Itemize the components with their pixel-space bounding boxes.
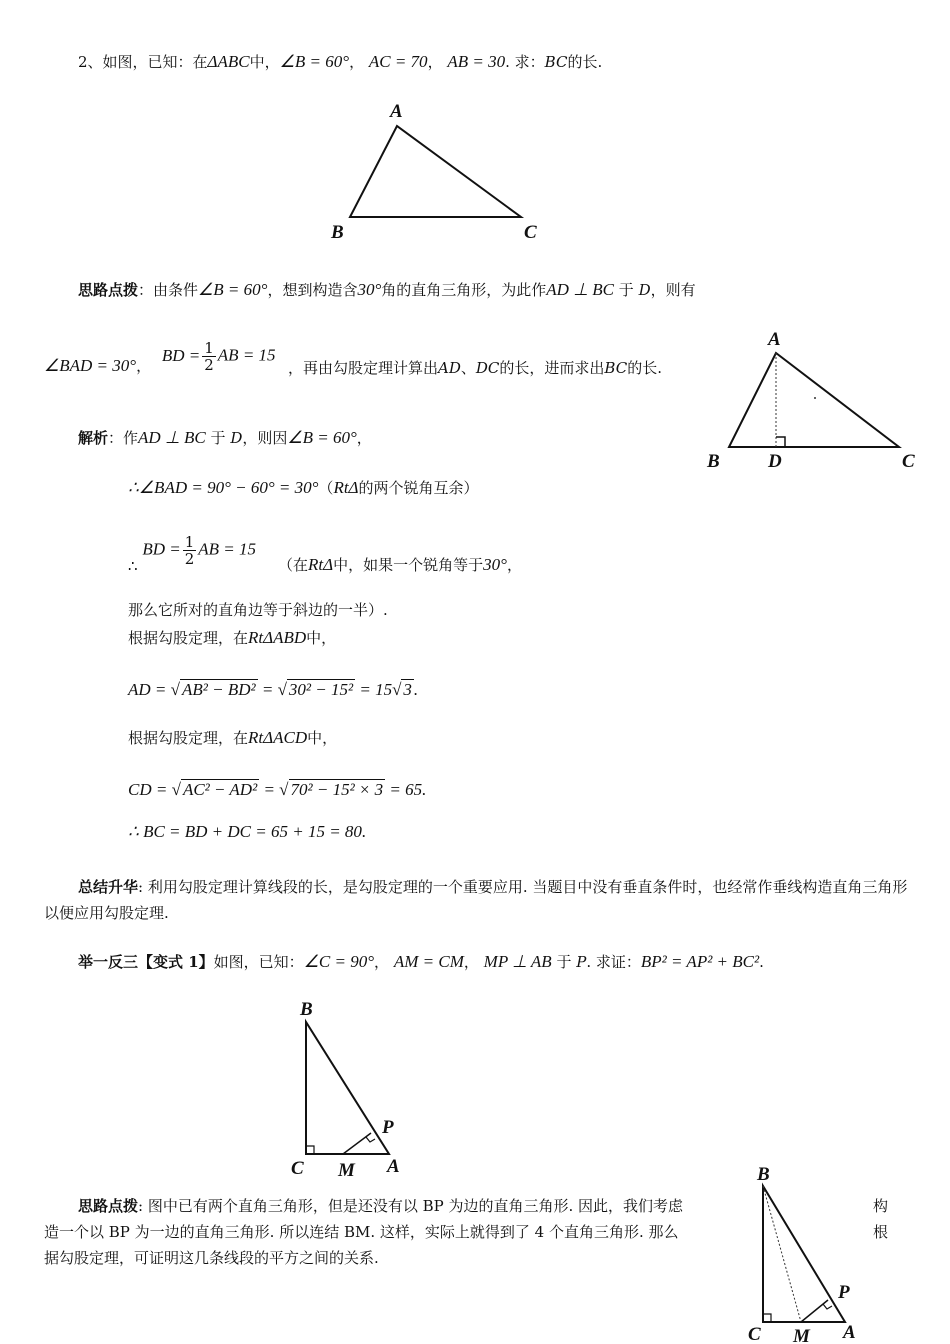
radicand: AC² − AD² (182, 780, 258, 799)
math: BD = (142, 539, 181, 559)
math: = 65 (385, 780, 423, 799)
text: 的长. (627, 359, 662, 377)
text: ， (427, 53, 443, 71)
label-b: B (300, 999, 313, 1020)
math: = (257, 680, 278, 699)
label: 思路点拨 (78, 281, 139, 299)
math: RtΔACD (248, 728, 308, 747)
text: ， (356, 429, 372, 447)
math: ∴ BC = BD + DC = 65 + 15 = 80 (128, 822, 362, 841)
math: ∠B = 60° (198, 280, 268, 299)
math: . (361, 822, 367, 841)
math: BC (544, 53, 568, 71)
hint2-line1-end: 构 (873, 1197, 889, 1215)
math: ΔABC (207, 52, 250, 71)
radicand: 70² − 15² × 3 (290, 780, 384, 799)
math: MP ⊥ AB (483, 952, 552, 971)
math: . (422, 780, 427, 799)
text: 根据勾股定理，在 (128, 729, 249, 747)
label: 思路点拨 (78, 1197, 139, 1215)
text: . 求证： (586, 953, 641, 971)
right-angle-c2 (763, 1314, 771, 1322)
text: ，想到构造含 (267, 281, 358, 299)
label-a: A (390, 101, 403, 122)
text: 于 (556, 953, 572, 971)
math: AM = CM (393, 952, 464, 971)
solution-line8: CD = √ AC² − AD² = √ 70² − 15² × 3 = 65. (128, 780, 427, 799)
hint2-line2-end: 根 (873, 1223, 889, 1241)
math: ∠B = 60° (279, 52, 350, 71)
text: ，则有 (650, 281, 696, 299)
math: AD ⊥ BC (138, 428, 206, 447)
hint2-line2: 造一个以 BP 为一边的直角三角形. 所以连结 BM. 这样，实际上就得到了 4 个直角三角形. 那么 (44, 1223, 679, 1241)
text: 如图，已知： (213, 953, 304, 971)
text: 中， (307, 729, 338, 747)
label-c: C (748, 1324, 761, 1344)
hint2-line3: 据勾股定理，可证明这几条线段的平方之间的关系. (44, 1249, 379, 1267)
math: AB = 15 (217, 345, 276, 365)
label-m: M (338, 1160, 355, 1181)
label-b: B (331, 222, 344, 243)
math: P (576, 953, 587, 971)
solution-line6: AD = √ AB² − BD² = √ 30² − 15² = 15√ 3 . (128, 680, 419, 699)
label-p: P (838, 1282, 850, 1303)
label-a: A (387, 1156, 400, 1177)
math: AB = 30 (447, 52, 506, 71)
math: D (638, 281, 651, 299)
math: BC (604, 359, 628, 377)
text: ， (374, 953, 390, 971)
text: ，则因 (242, 429, 288, 447)
text: ，再由勾股定理计算出 (288, 359, 439, 377)
text: 、 (460, 359, 476, 377)
denominator: 2 (204, 356, 214, 374)
segment-bm (763, 1186, 801, 1322)
text: ， (136, 356, 152, 375)
math: BP² = AP² + BC² (640, 952, 760, 971)
radicand: AB² − BD² (181, 680, 256, 699)
text: （ (318, 479, 334, 497)
math: ∠C = 90° (303, 952, 375, 971)
denominator: 2 (184, 550, 195, 568)
math: AD (438, 359, 461, 377)
math: ∠BAD = 30° (44, 355, 137, 375)
numerator: 1 (184, 533, 195, 551)
math: RtΔ (333, 478, 359, 497)
math: 30° (357, 280, 382, 299)
math: 30° (483, 555, 507, 574)
text: . 求： (505, 53, 545, 71)
segment-mp2 (801, 1300, 828, 1322)
radicand: 3 (403, 680, 412, 699)
text: ：作 (108, 429, 139, 447)
therefore: ∴ (128, 556, 138, 575)
text: 于 (210, 429, 226, 447)
label-a: A (843, 1322, 856, 1343)
math: DC (475, 359, 500, 377)
text: 的长，进而求出 (499, 359, 605, 377)
text: 的两个锐角互余） (358, 479, 479, 497)
label-c: C (902, 451, 915, 472)
text: ， (463, 953, 479, 971)
label-b: B (707, 451, 720, 472)
label-a: A (768, 329, 781, 350)
right-angle-p2 (823, 1304, 832, 1309)
text: 中， (306, 629, 337, 647)
text: （在 (278, 556, 309, 574)
label: 举一反三【变式 1】 (78, 953, 214, 971)
label-b: B (757, 1164, 770, 1185)
text: 根据勾股定理，在 (128, 629, 249, 647)
text: 中， (249, 53, 280, 71)
label-p: P (382, 1117, 394, 1138)
radicand: 30² − 15² (288, 680, 354, 699)
math: RtΔ (308, 555, 334, 574)
math: RtΔABD (248, 628, 307, 647)
label: 解析 (78, 429, 109, 447)
label-d: D (768, 451, 782, 472)
label-c: C (524, 222, 537, 243)
text: : 利用勾股定理计算线段的长，是勾股定理的一个重要应用. 当题目中没有垂直条件时，也经常作垂线构造直角三角形以便应用勾股定理. (44, 878, 908, 922)
math: D (230, 429, 243, 447)
math: ∠B = 60° (287, 428, 357, 447)
math: AD = (128, 680, 171, 699)
text: 的长. (567, 53, 603, 71)
text: 于 (618, 281, 634, 299)
label: 总结升华 (78, 878, 139, 896)
text: ， (349, 53, 365, 71)
math: ∴∠BAD = 90° − 60° = 30° (128, 478, 319, 497)
math: BD = (161, 345, 201, 365)
math: CD = (128, 780, 172, 799)
text: ：由条件 (138, 281, 199, 299)
text: ， (506, 556, 522, 574)
math: AC = 70 (368, 52, 428, 71)
text: 角的直角三角形，为此作 (381, 281, 547, 299)
triangle-bca2 (763, 1186, 845, 1322)
text: 中，如果一个锐角等于 (333, 556, 484, 574)
math: = 15 (355, 680, 393, 699)
text: 2、如图，已知：在 (78, 53, 208, 71)
numerator: 1 (204, 339, 214, 357)
text: : 图中已有两个直角三角形，但是还没有以 BP 为边的直角三角形. 因此，我们考虑 (138, 1197, 684, 1215)
solution-line4: 那么它所对的直角边等于斜边的一半）. (128, 601, 388, 619)
math: AB = 15 (198, 539, 257, 559)
label-m: M (793, 1326, 810, 1344)
math: . (413, 680, 419, 699)
math: AD ⊥ BC (546, 280, 614, 299)
text: . (759, 953, 764, 971)
label-c: C (291, 1158, 304, 1179)
math: = (259, 780, 280, 799)
